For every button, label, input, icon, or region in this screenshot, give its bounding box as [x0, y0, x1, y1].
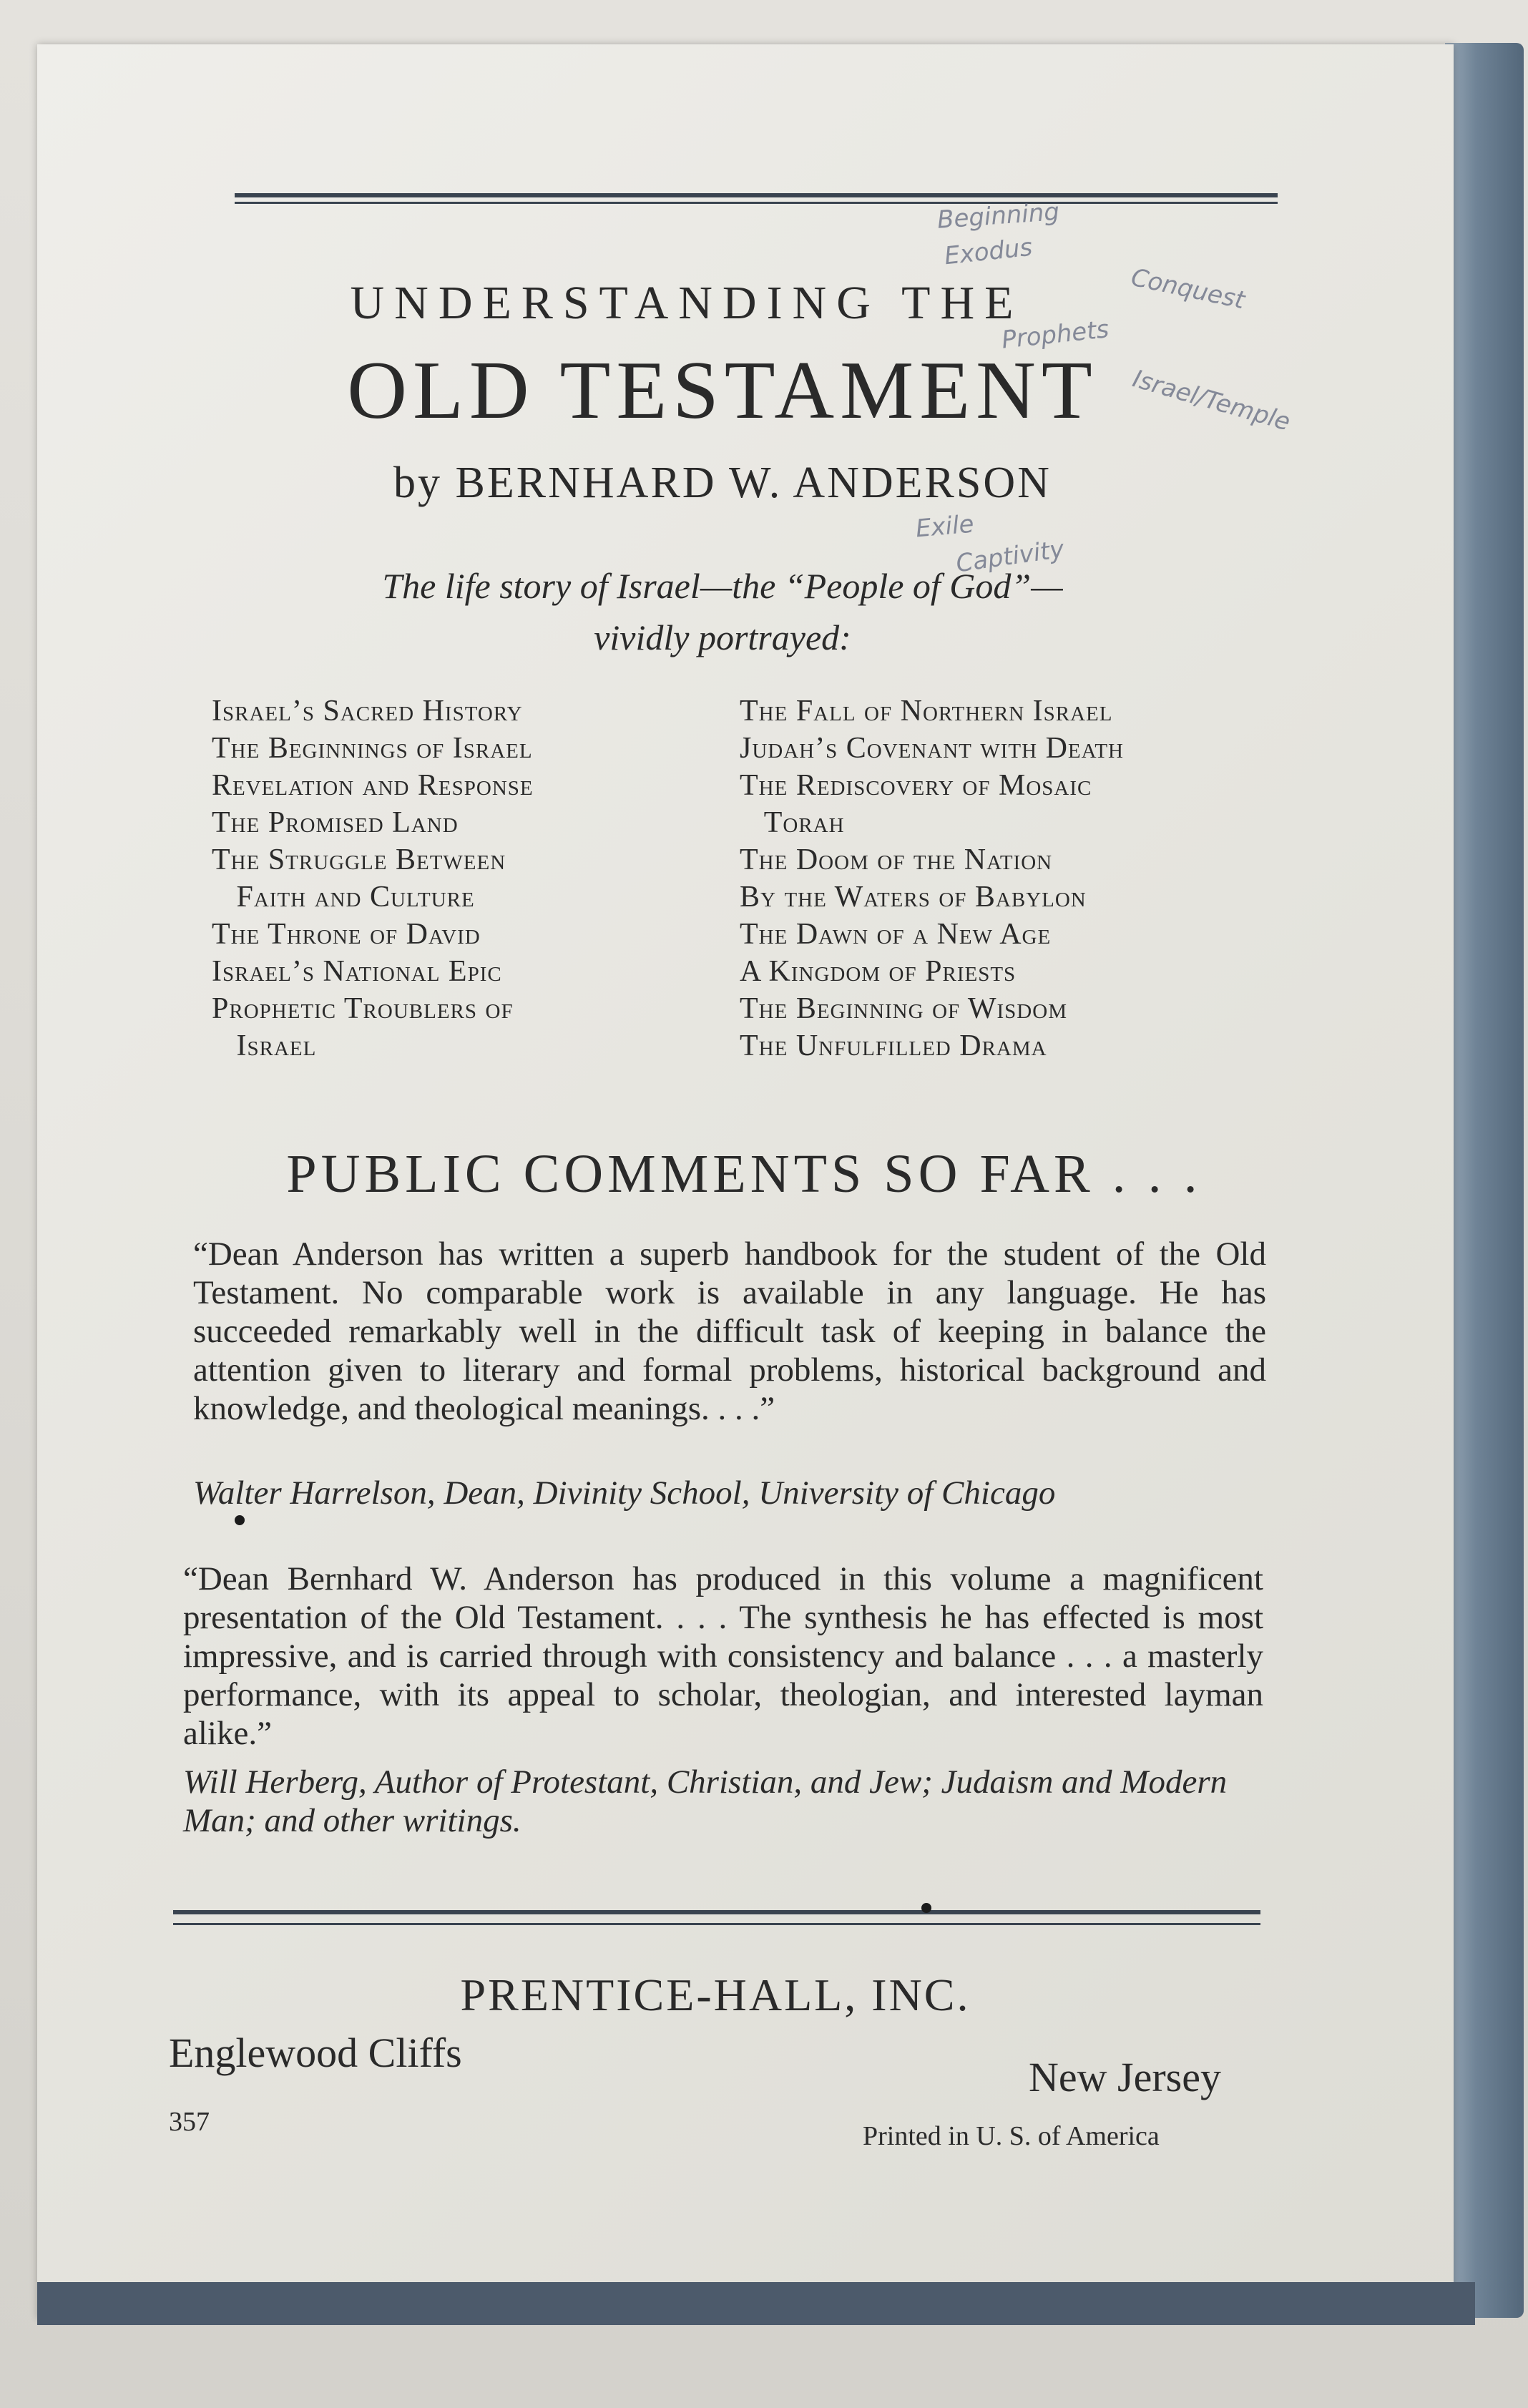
handwritten-note: Exile [914, 509, 976, 544]
bottom-rule-thin [173, 1923, 1260, 1925]
attribution-harrelson: Walter Harrelson, Dean, Divinity School, University of Chicago [193, 1474, 1056, 1512]
jacket-bottom-edge [37, 2282, 1475, 2325]
handwritten-note: Conquest [1128, 263, 1248, 315]
attribution-herberg: Will Herberg, Author of Protestant, Christian, and Jew; Judaism and Modern Man; and other writings. [183, 1763, 1228, 1839]
quote-herberg: “Dean Bernhard W. Anderson has produced in this volume a magnificent presentation of the Old Testament. . . . The synthesis he has effected is most impressive, and is carried through with consistency and balance . . . a masterly performance, with its appeal to scholar, theologian, and interested layman alike.” [183, 1560, 1263, 1752]
handwritten-note: Prophets [1000, 315, 1111, 355]
handwritten-note: Exodus [943, 233, 1034, 271]
chapter-item: The Beginning of Wisdom [740, 992, 1067, 1025]
ink-speck [235, 1515, 245, 1525]
tagline-line-2: vividly portrayed: [594, 617, 851, 657]
chapter-item: Prophetic Troublers of [212, 992, 514, 1025]
chapter-item: The Rediscovery of Mosaic [740, 769, 1092, 802]
book-title: OLD TESTAMENT [347, 345, 1098, 436]
publisher-name: PRENTICE-HALL, INC. [460, 1969, 971, 2020]
quote-harrelson: “Dean Anderson has written a superb handbook for the student of the Old Testament. No comparable work is available in any language. He has succeeded remarkably well in the difficult task of keeping in balance the attention given to literary and formal problems, historical background and knowledge, and theological meanings. . . .” [193, 1235, 1266, 1427]
chapter-item: The Struggle Between [212, 843, 506, 876]
handwritten-note: Beginning [936, 197, 1061, 235]
chapter-item: Israel [212, 1029, 317, 1062]
book-label: UNDERSTANDING THE [350, 277, 1024, 329]
top-rule [235, 193, 1278, 197]
publisher-state: New Jersey [1029, 2054, 1221, 2100]
book-byline: by BERNHARD W. ANDERSON [393, 459, 1052, 507]
chapter-item: The Unfulfilled Drama [740, 1029, 1047, 1062]
chapter-item: The Dawn of a New Age [740, 918, 1052, 951]
chapter-list-right [740, 692, 1124, 1064]
chapter-item: Faith and Culture [212, 881, 475, 914]
printed-in: Printed in U. S. of America [863, 2121, 1160, 2151]
chapter-item: Judah’s Covenant with Death [740, 732, 1125, 765]
chapter-item: Revelation and Response [212, 769, 534, 802]
chapter-list-left [212, 692, 534, 1064]
handwritten-note: Captivity [954, 534, 1067, 579]
ink-speck [921, 1903, 931, 1913]
chapter-item: Torah [740, 806, 845, 839]
chapter-item: Israel’s National Epic [212, 955, 502, 988]
comments-heading: PUBLIC COMMENTS SO FAR . . . [286, 1144, 1202, 1204]
chapter-item: The Doom of the Nation [740, 843, 1053, 876]
chapter-item: Israel’s Sacred History [212, 695, 523, 728]
chapter-item: A Kingdom of Priests [740, 955, 1017, 988]
chapter-item: The Fall of Northern Israel [740, 695, 1113, 728]
chapter-item: The Beginnings of Israel [212, 732, 533, 765]
chapter-item: The Throne of David [212, 918, 481, 951]
catalog-code: 357 [169, 2107, 210, 2137]
handwritten-note: Israel/Temple [1129, 364, 1294, 437]
book-spine [1445, 43, 1524, 2318]
tagline-line-1: The life story of Israel—the “People of God”— [382, 566, 1063, 606]
bottom-rule [173, 1910, 1260, 1914]
chapter-item: By the Waters of Babylon [740, 881, 1087, 914]
top-rule-thin [235, 202, 1278, 204]
chapter-item: The Promised Land [212, 806, 459, 839]
publisher-city: Englewood Cliffs [169, 2030, 462, 2076]
